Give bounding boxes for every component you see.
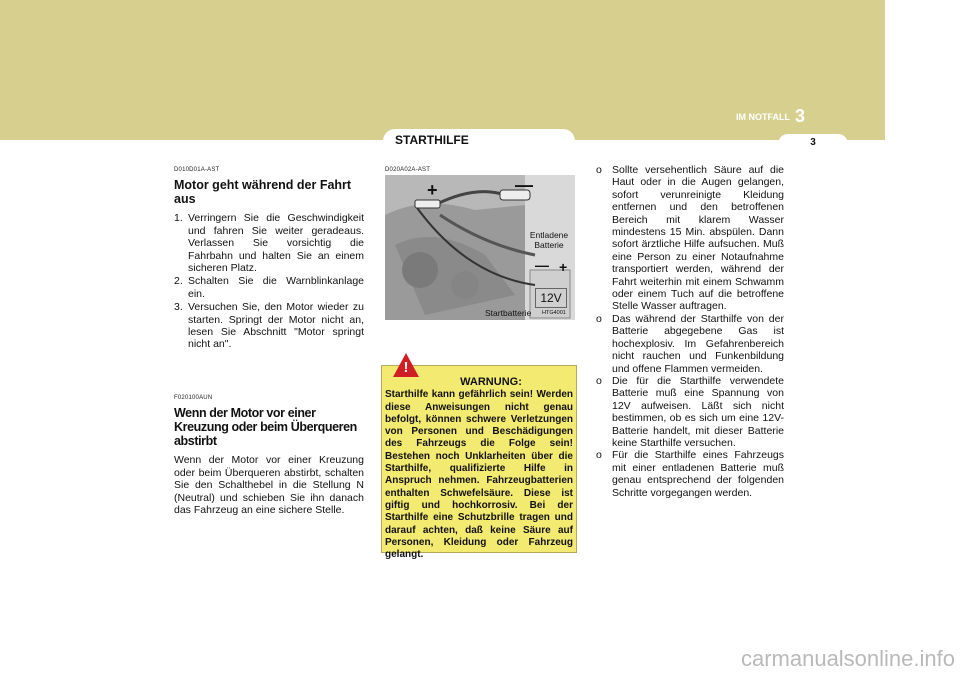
page-number: 3 xyxy=(778,134,848,150)
item-text: Versuchen Sie, den Motor wieder zu starten. Springt der Motor nicht an, lesen Sie Abschnitt "Motor springt nicht an". xyxy=(188,301,364,351)
plus-sign: + xyxy=(559,259,568,275)
item-text: Sollte versehentlich Säure auf die Haut oder in die Augen gelangen, sofort verunreinigte Kleidung entfernen und den betroffenen Bereich mit klarem Wasser mindestens 15 Min. abspülen. Dann sofort ärztliche Hilfe aufsuchen. Muß eine Person zu einer Notaufnahme transportiert werden, während der Fahrt weiterhin mit einem Schwamm oder einem Tuch auf die betroffene Stelle Wasser auftragen. xyxy=(612,164,784,313)
minus-sign: — xyxy=(535,257,549,273)
list-item xyxy=(596,313,784,375)
exclamation-icon: ! xyxy=(403,359,409,376)
bullet: o xyxy=(596,164,602,176)
item-number: 2. xyxy=(174,275,183,288)
list-item xyxy=(174,275,364,300)
section-code: D010D01A-AST xyxy=(174,167,220,173)
list-item xyxy=(174,301,364,351)
section-code: F020100AUN xyxy=(174,395,213,401)
section-title: STARTHILFE xyxy=(383,129,575,151)
item-text: Verringern Sie die Geschwindigkeit und fahren Sie weiter geradeaus. Verlassen Sie vorsichtig die Fahrbahn und halten Sie an einem sicheren Platz. xyxy=(188,212,364,275)
plus-sign: + xyxy=(427,180,438,200)
item-text: Schalten Sie die Warnblinkanlage ein. xyxy=(188,275,364,300)
watermark: carmanualsonline.info xyxy=(740,646,955,671)
section-heading: Wenn der Motor vor einer Kreuzung oder beim Überqueren abstirbt xyxy=(174,406,357,449)
safety-list xyxy=(596,164,784,499)
list-item xyxy=(596,449,784,499)
right-column xyxy=(596,164,784,499)
section-heading: Motor geht während der Fahrt aus xyxy=(174,178,352,207)
item-text: Die für die Starthilfe verwendete Batterie muß eine Spannung von 12V aufweisen. Läßt sich nicht bestimmen, ob es sich um eine 12V-Batterie handelt, mit dieser Batterie keine Starthilfe versuchen. xyxy=(612,374,784,449)
item-text: Das während der Starthilfe von der Batterie abgegebene Gas ist hochexplosiv. Im Gefahrenbereich nicht rauchen und Funkenbildung und offene Flammen vermeiden. xyxy=(612,312,784,375)
chapter-label: IM NOTFALL xyxy=(736,112,790,122)
discharged-battery-label: Entladene Batterie xyxy=(529,230,569,250)
left-column-block2 xyxy=(174,392,364,516)
voltage-label: 12V xyxy=(535,288,567,308)
warning-box xyxy=(381,365,577,561)
paragraph: Wenn der Motor vor einer Kreuzung oder beim Überqueren abstirbt, schalten Sie den Schalthebel in die Stellung N (Neutral) und schieben Sie ihn danach das Fahrzeug an eine sichere Stelle. xyxy=(174,454,364,517)
list-item xyxy=(596,164,784,313)
item-number: 1. xyxy=(174,212,183,225)
left-column xyxy=(174,164,364,352)
starter-battery-label: Startbatterie xyxy=(485,308,532,318)
warning-text: Starthilfe kann gefährlich sein! Werden diese Anweisungen nicht genau befolgt, können schwere Verletzungen von Personen und Beschädigungen des Fahrzeugs die Folge sein! Bestehen noch Unklarheiten über die Starthilfe, qualifizierte Hilfe in Anspruch nehmen. Fahrzeugbatterien enthalten Schwefelsäure. Diese ist giftig und hochkorrosiv. Bei der Starthilfe eine Schutzbrille tragen und darauf achten, daß keine Säure auf Personen, Kleidung oder Fahrzeug gelangt. xyxy=(385,389,573,561)
item-text: Für die Starthilfe eines Fahrzeugs mit einer entladenen Batterie muß genau entsprechend der folgenden Schritte vorgegangen werden. xyxy=(612,449,784,499)
bullet: o xyxy=(596,449,602,462)
warning-title: WARNUNG: xyxy=(460,376,522,388)
jump-start-figure xyxy=(385,175,575,320)
bullet: o xyxy=(596,312,602,325)
list-item xyxy=(596,375,784,449)
chapter-number: 3 xyxy=(794,106,805,126)
minus-sign: — xyxy=(515,175,533,195)
steps-list xyxy=(174,212,364,350)
bullet: o xyxy=(596,374,602,387)
item-number: 3. xyxy=(174,301,183,314)
list-item xyxy=(174,212,364,274)
figure-code: HTG4001 xyxy=(542,310,566,316)
section-code: D020A02A-AST xyxy=(385,167,431,173)
